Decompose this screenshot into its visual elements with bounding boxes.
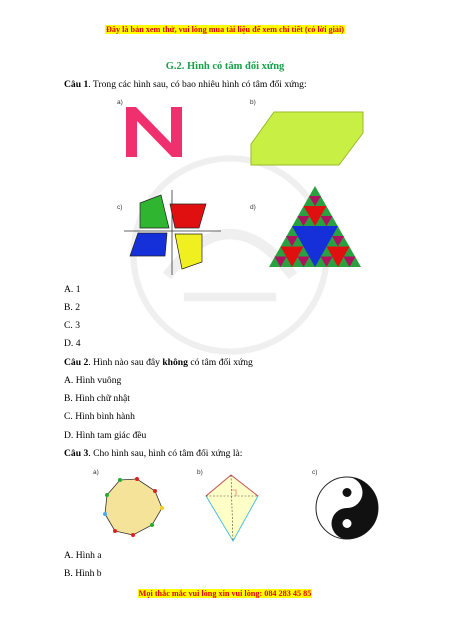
q3-figure-a-label: a): [93, 469, 99, 476]
figure-a-label: a): [117, 99, 123, 106]
q1-option-b: B. 2: [64, 302, 80, 313]
q1-option-c: C. 3: [64, 320, 80, 331]
sierpinski-triangle-figure: [269, 186, 361, 267]
q2-option-a: A. Hình vuông: [64, 375, 122, 386]
q2-option-b: B. Hình chữ nhật: [64, 393, 130, 404]
q1-option-a: A. 1: [64, 284, 81, 295]
q3-figure-b-label: b): [197, 469, 203, 476]
q2-option-d: D. Hình tam giác đều: [64, 430, 147, 441]
question-1: [64, 79, 307, 90]
letter-n-figure: [126, 107, 183, 157]
q1-option-d: D. 4: [64, 338, 81, 349]
q2-option-c: C. Hình bình hành: [64, 411, 135, 422]
figure-b-label: b): [250, 99, 256, 106]
question-3-label: Câu 3: [64, 448, 89, 459]
hexagon-figure: [250, 111, 364, 166]
figure-c-label: c): [117, 204, 123, 211]
q3-figure-c-label: c): [312, 469, 318, 476]
q3-option-a: A. Hình a: [64, 550, 102, 561]
octagon-figure: [103, 478, 163, 538]
question-2-text: . Hình nào sau đây: [88, 357, 163, 368]
pinwheel-figure: [124, 190, 221, 275]
q3-option-b: B. Hình b: [64, 568, 102, 579]
question-3: [64, 448, 242, 459]
question-3-text: . Cho hình sau, hình có tâm đối xứng là:: [88, 448, 243, 459]
question-1-text: . Trong các hình sau, có bao nhiêu hình có tâm đối xứng:: [88, 79, 307, 90]
question-2-emphasis: không: [162, 357, 188, 368]
question-2: [64, 357, 253, 368]
contact-footer: Mọi thắc mắc vui lòng xin vui lòng: 084 283 45 85: [138, 589, 312, 598]
figure-d-label: d): [250, 204, 256, 211]
preview-notice: Đây là bản xem thử, vui lòng mua tài liệu để xem chi tiết (có lời giải): [105, 25, 344, 34]
yin-yang-figure: [315, 476, 379, 540]
kite-figure: [205, 474, 260, 542]
question-1-label: Câu 1: [64, 79, 89, 90]
question-2-label: Câu 2: [64, 357, 89, 368]
section-title: G.2. Hình có tâm đối xứng: [165, 61, 285, 72]
question-2-text-end: có tâm đối xứng: [187, 357, 253, 368]
